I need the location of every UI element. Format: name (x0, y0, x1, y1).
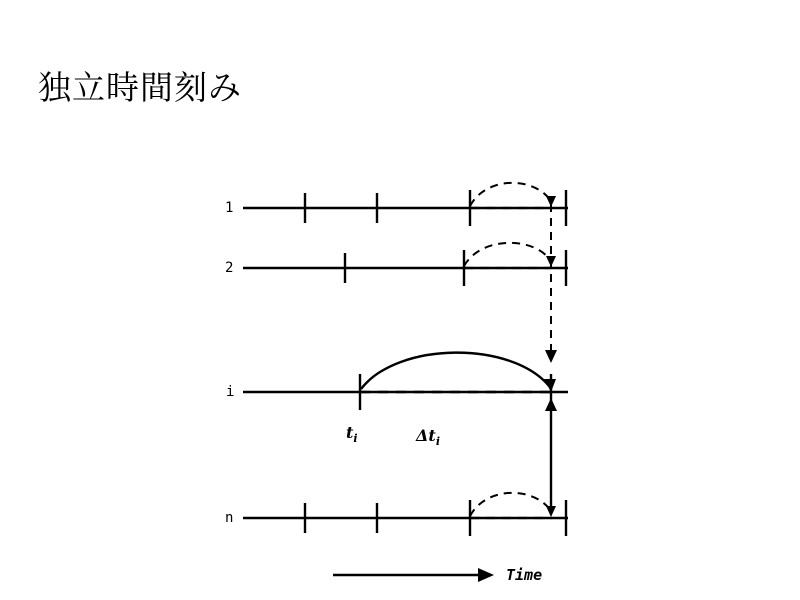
timeline-row-n (243, 493, 568, 536)
delta-t-i-label (416, 426, 440, 448)
row-i-solid-arc (361, 353, 549, 389)
row-i-arc-arrowhead (544, 379, 556, 392)
down-connector-arrowhead (545, 350, 557, 363)
time-axis-label: Time (506, 566, 543, 584)
page-title: 独立時間刻み (38, 68, 242, 107)
timeline-row-i (243, 353, 568, 410)
timeline-row-1 (243, 183, 568, 226)
time-axis-arrowhead (478, 568, 494, 582)
t-i-label (346, 423, 358, 445)
t-i-base: t (346, 423, 354, 442)
row-label-n: n (225, 510, 234, 526)
vertical-connectors (545, 204, 557, 512)
timeline-row-2 (243, 243, 568, 286)
row-1-dashed-arc (470, 183, 551, 206)
delta-t-i-base: Δt (416, 426, 436, 445)
row-n-dashed-arc (470, 493, 551, 516)
row-label-2: 2 (225, 260, 234, 276)
row-2-dashed-arc (464, 243, 551, 266)
row-label-1: 1 (225, 200, 234, 216)
up-connector-arrowhead (545, 398, 557, 411)
delta-t-i-subscript: i (435, 435, 440, 449)
time-axis-arrow (333, 568, 494, 582)
row-label-i: i (226, 384, 235, 400)
t-i-subscript: i (353, 432, 358, 446)
